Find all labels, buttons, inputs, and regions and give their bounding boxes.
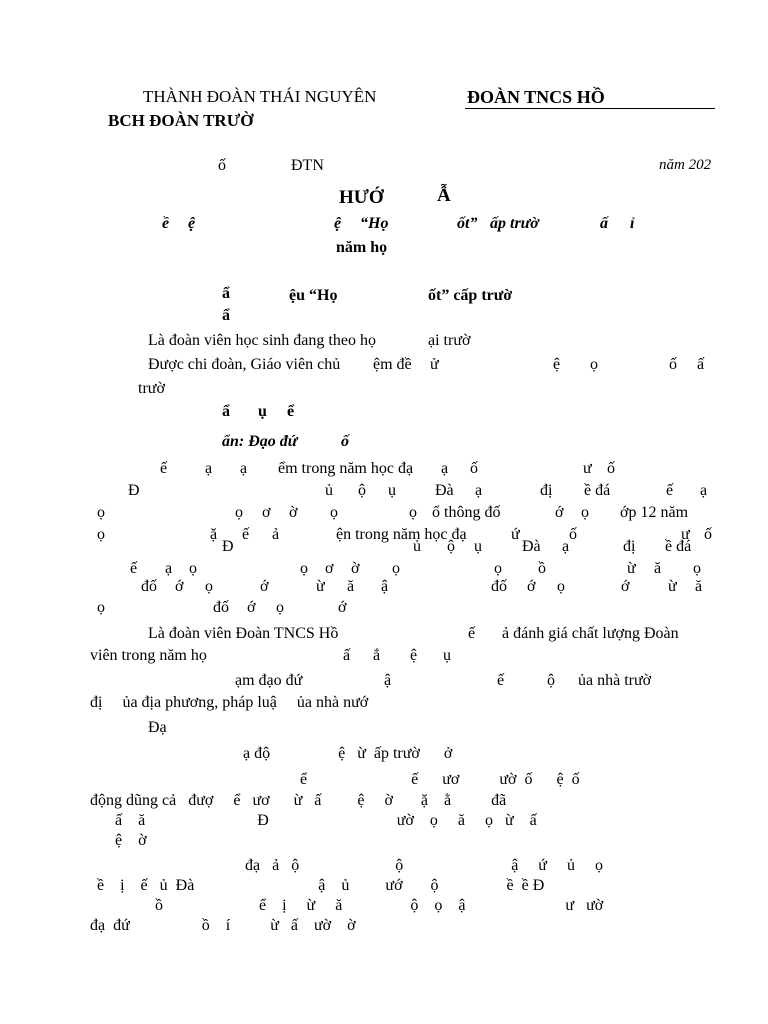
p1-l1-1: ạ [205, 460, 213, 477]
p1-l6-6: ọ [392, 560, 400, 577]
p2-l2a: viên trong năm họ [90, 647, 207, 664]
p1-l1-0: ế [160, 460, 168, 477]
p1-l2-7: ề đá [584, 482, 611, 499]
p1-l6-11: ọ [693, 560, 701, 577]
p1-l2-0: Đ [128, 482, 140, 499]
section1-item-2b: ệm đề [373, 356, 412, 373]
p3-l1a: ạm đạo đứ [235, 672, 303, 689]
header-right-org: ĐOÀN TNCS HỒ [467, 87, 605, 107]
p6-l4: đạ đứ ồ í ừ ấ ườ ờ [90, 917, 356, 934]
p1-l6-3: ọ [300, 560, 308, 577]
section1-item-2c: ử [430, 356, 439, 373]
p1-l5-2: ộ [447, 538, 455, 555]
p1-l3-1: ọ [235, 504, 243, 521]
p1-l3-4: ọ [330, 504, 338, 521]
p1-l7-8: ớ [527, 578, 536, 595]
p1-l2-9: ạ [700, 482, 708, 499]
p2-l2d: ệ [410, 647, 418, 664]
p3-l1e: ủa nhà trườ [578, 672, 652, 689]
p1-l3-7: ớ [555, 504, 564, 521]
p1-l7-9: ọ [557, 578, 565, 595]
p5-l5: ệ ờ [115, 832, 147, 849]
p1-l6-0: ế [130, 560, 138, 577]
p3-l1b: ậ [384, 672, 392, 689]
section1-item-2f: ố [669, 356, 677, 373]
title-sub-1h: ỉ [630, 215, 635, 232]
p1-l5-7: ề đá [665, 538, 692, 555]
p1-l7-10: ớ [621, 578, 630, 595]
p1-l4-3: ả [272, 526, 280, 543]
p1-l5-3: ụ [474, 538, 482, 555]
p1-l2-5: ạ [475, 482, 483, 499]
p6-l3: ồ ể ị ừ ă ộ ọ ậ ư ườ [155, 897, 604, 914]
p1-l6-8: ồ [538, 560, 546, 577]
section1-item-2d: ệ [553, 356, 561, 373]
p3-l2: đị ủa địa phương, pháp luậ ủa nhà nướ [90, 694, 369, 711]
section1-item-2a: Được chi đoàn, Giáo viên chủ [148, 356, 341, 373]
p1-l7-12: ă [695, 578, 703, 595]
title-sub-1g: ấ [600, 215, 608, 232]
section1-item-2g: ấ [697, 356, 705, 373]
section2-subheading-a: ẩn: Đạo đứ [222, 433, 298, 450]
p3-l1c: ế [497, 672, 505, 689]
p1-l6-2: ọ [189, 560, 197, 577]
p1-l7-1: ớ [175, 578, 184, 595]
section1-heading-d: ẩ [222, 307, 230, 324]
p1-l4-8: ố [704, 526, 712, 543]
p5-l1: ạ độ ệ ừ ấp trườ ở [243, 745, 453, 762]
p1-l2-1: ủ [325, 482, 333, 499]
p1-l4-5: ứ [511, 526, 520, 543]
title-sub-1f: ấp trườ [490, 215, 539, 232]
p1-l5-6: đị [623, 538, 636, 555]
p6-l2: ề ị ế ủ Đà ậ ủ ướ ộ ề ề Đ [97, 877, 545, 894]
p1-l7-3: ớ [260, 578, 269, 595]
p1-l7-6: ậ [381, 578, 389, 595]
p1-l1-3: ểm trong năm học đạ [278, 460, 414, 477]
p1-l3-5: ọ [409, 504, 417, 521]
p1-l7-11: ừ [668, 578, 677, 595]
p1-l6-5: ờ [351, 560, 360, 577]
section1-item-2e: ọ [590, 356, 598, 373]
p1-l3-6: ổ thông đố [432, 504, 501, 521]
p1-l2-8: ế [666, 482, 674, 499]
header-left-unit: BCH ĐOÀN TRƯỜ [108, 111, 254, 130]
p1-l4-1: ặ [210, 526, 218, 543]
p1-l7-2: ọ [205, 578, 213, 595]
p1-l1-4: ạ [441, 460, 449, 477]
p2-l1c: ả đánh giá chất lượng Đoàn [502, 625, 679, 642]
title-sub-1a: ề [162, 215, 170, 232]
p1-l2-4: Đà [435, 482, 454, 499]
section1-item-1: Là đoàn viên học sinh đang theo họ [148, 332, 376, 349]
section2-heading-a: ẩ [222, 403, 230, 420]
section1-heading-b: ệu “Họ [289, 287, 338, 304]
p1-l3-0: ọ [97, 504, 105, 521]
p1-l7-0: đố [141, 578, 157, 595]
p5-l3: động dũng cả đượ ể ươ ừ ấ ệ ờ ặ ằ đã [90, 792, 507, 809]
p1-l4-4: ện trong năm học đạ [336, 526, 467, 543]
p1-l5-1: ủ [413, 538, 421, 555]
p1-l5-4: Đà [522, 538, 541, 555]
p2-l2b: ấ [343, 647, 351, 664]
p2-l2c: ắ [373, 647, 381, 664]
p1-l5-0: Đ [222, 538, 234, 555]
p1-l8-0: ọ [97, 599, 105, 616]
p1-l1-2: ạ [240, 460, 248, 477]
title-sub-1b: ệ [188, 215, 196, 232]
p3-l1d: ộ [547, 672, 555, 689]
p5-l4: ấ ă Đ ườ ọ ă ọ ừ ấ [115, 812, 537, 829]
p1-l1-7: ố [607, 460, 615, 477]
title-sub-2: năm họ [336, 239, 388, 256]
p2-l1a: Là đoàn viên Đoàn TNCS Hồ [148, 625, 339, 642]
p1-l2-2: ộ [358, 482, 366, 499]
section1-heading-a: ẩ [222, 285, 230, 302]
p1-l7-5: ă [347, 578, 355, 595]
section2-heading-b: ụ [258, 403, 267, 420]
p1-l3-2: ơ [262, 504, 271, 521]
p1-l6-7: ọ [494, 560, 502, 577]
doc-code: ĐTN [291, 157, 324, 174]
p1-l6-9: ừ [627, 560, 636, 577]
p1-l3-3: ờ [289, 504, 298, 521]
p1-l8-1: đố [213, 599, 229, 616]
p1-l6-1: ạ [165, 560, 173, 577]
p1-l6-10: ă [654, 560, 662, 577]
p1-l4-7: ư [681, 526, 690, 543]
p1-l4-2: ế [242, 526, 250, 543]
section1-item-2-cont: trườ [138, 380, 165, 397]
section1-heading-c: ốt” cấp trườ [428, 287, 513, 304]
doc-number: ố [218, 157, 226, 174]
title-sub-1d: “Họ [360, 215, 389, 232]
p1-l6-4: ơ [325, 560, 334, 577]
title-main-tail: Ẫ [437, 185, 451, 206]
p1-l8-2: ớ [247, 599, 256, 616]
p1-l7-4: ừ [316, 578, 325, 595]
p1-l7-7: đố [491, 578, 507, 595]
title-sub-1e: ốt” [457, 215, 478, 232]
title-main: HƯỚ [339, 187, 384, 208]
header-left-org: THÀNH ĐOÀN THÁI NGUYÊN [143, 87, 377, 106]
section2-subheading-b: ố [341, 433, 349, 450]
p5-l2: ể ế ươ ườ ố ệ ố [300, 771, 580, 788]
section2-heading-c: ể [287, 403, 295, 420]
p1-l4-0: ọ [97, 526, 105, 543]
p1-l2-3: ụ [388, 482, 396, 499]
p1-l2-6: đị [540, 482, 553, 499]
p1-l1-6: ư [583, 460, 592, 477]
p2-l2e: ụ [443, 647, 451, 664]
p1-l4-6: ố [569, 526, 577, 543]
p6-l1: đạ ả ộ ộ ậ ứ ủ ọ [245, 857, 603, 874]
title-sub-1c: ệ [334, 215, 342, 232]
doc-date: năm 202 [659, 157, 712, 173]
p4: Đạ [148, 719, 167, 736]
p1-l5-5: ạ [562, 538, 570, 555]
p1-l8-3: ọ [276, 599, 284, 616]
header-underline [465, 108, 715, 109]
p1-l1-5: ố [470, 460, 478, 477]
p2-l1b: ế [468, 625, 476, 642]
section1-item-1-tail: ại trườ [428, 332, 471, 349]
p1-l3-9: ớp 12 năm [620, 504, 689, 521]
p1-l3-8: ọ [581, 504, 589, 521]
p1-l8-4: ớ [338, 599, 347, 616]
